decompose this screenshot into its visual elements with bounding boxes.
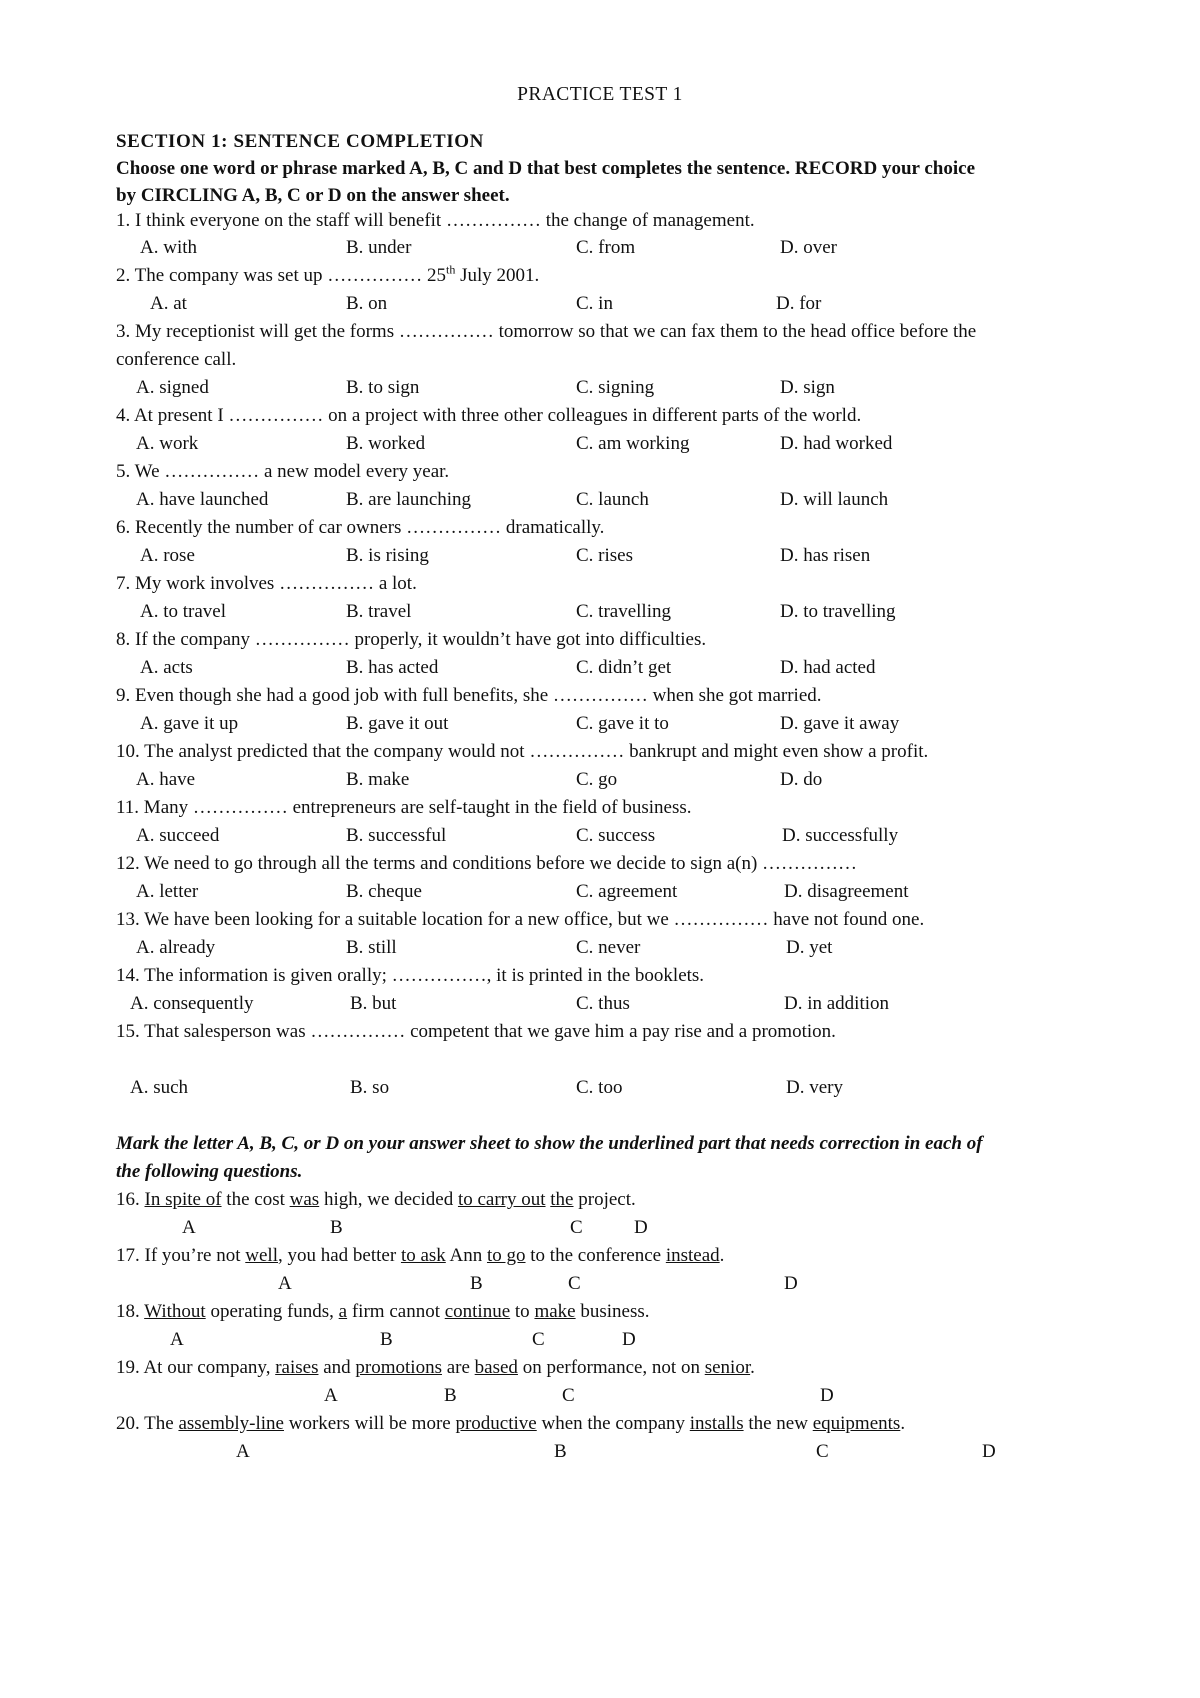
question-19-sentence: 19. At our company, raises and promotions are based on performance, not on senior. [116, 1357, 755, 1378]
question-2-option-c: C. in [576, 293, 613, 314]
question-5-stem: 5. We …………… a new model every year. [116, 461, 450, 482]
question-5-option-a: A. have launched [136, 489, 269, 510]
section-1-instruction-line-2: by CIRCLING A, B, C or D on the answer sheet. [116, 185, 510, 206]
question-19-letter-c: C [562, 1385, 575, 1406]
question-7-option-a: A. to travel [140, 601, 227, 622]
underlined-part-a: raises [275, 1357, 319, 1378]
question-12-stem: 12. We need to go through all the terms and conditions before we decide to sign a(n) …………… [116, 853, 858, 874]
question-4-option-d: D. had worked [780, 433, 893, 454]
question-11-option-a: A. succeed [136, 825, 220, 846]
question-8-option-c: C. didn’t get [576, 657, 672, 678]
question-1-option-a: A. with [140, 237, 197, 258]
question-13-option-d: D. yet [786, 937, 833, 958]
underlined-part-c: to carry out [457, 1189, 546, 1210]
question-20-letter-b: B [554, 1441, 567, 1462]
question-4-stem: 4. At present I …………… on a project with three other colleagues in different parts of the world. [116, 405, 862, 426]
question-10-option-b: B. make [346, 769, 410, 790]
question-15-option-d: D. very [786, 1077, 843, 1098]
question-14-option-a: A. consequently [130, 993, 254, 1014]
question-9-stem: 9. Even though she had a good job with full benefits, she …………… when she got married. [116, 685, 822, 706]
question-9-option-b: B. gave it out [346, 713, 449, 734]
underlined-part-b: was [289, 1189, 320, 1210]
question-2-stem: 2. The company was set up …………… 25th July 2001. [116, 262, 540, 286]
question-5-option-c: C. launch [576, 489, 649, 510]
underlined-part-a: assembly-line [178, 1413, 284, 1434]
underlined-part-c: installs [689, 1413, 744, 1434]
question-15-option-a: A. such [130, 1077, 189, 1098]
underlined-part-a: Without [144, 1301, 206, 1322]
question-15-option-b: B. so [350, 1077, 390, 1098]
question-20-letter-a: A [236, 1441, 250, 1462]
question-12-option-d: D. disagreement [784, 881, 909, 902]
question-3-stem: 3. My receptionist will get the forms …………… tomorrow so that we can fax them to the head office before the [116, 321, 977, 342]
question-16-letter-d: D [634, 1217, 648, 1238]
question-1-stem: 1. I think everyone on the staff will benefit …………… the change of management. [116, 210, 755, 231]
question-16-letter-b: B [330, 1217, 343, 1238]
question-10-option-a: A. have [136, 769, 196, 790]
question-1-option-d: D. over [780, 237, 837, 258]
section-2-instruction-line-1: Mark the letter A, B, C, or D on your answer sheet to show the underlined part that needs correction in each of [116, 1133, 983, 1154]
underlined-part-a: In spite of [144, 1189, 222, 1210]
question-1-option-c: C. from [576, 237, 636, 258]
underlined-part-b: a [338, 1301, 348, 1322]
question-13-option-b: B. still [346, 937, 397, 958]
question-6-option-a: A. rose [140, 545, 195, 566]
question-18-letter-b: B [380, 1329, 393, 1350]
question-8-stem: 8. If the company …………… properly, it wouldn’t have got into difficulties. [116, 629, 707, 650]
question-6-option-b: B. is rising [346, 545, 429, 566]
underlined-part-a: well [245, 1245, 278, 1266]
question-3-option-d: D. sign [780, 377, 835, 398]
question-17-letter-a: A [278, 1273, 292, 1294]
question-6-option-c: C. rises [576, 545, 633, 566]
question-7-option-d: D. to travelling [780, 601, 896, 622]
question-11-stem: 11. Many …………… entrepreneurs are self-taught in the field of business. [116, 797, 692, 818]
question-10-option-d: D. do [780, 769, 823, 790]
question-4-option-b: B. worked [346, 433, 426, 454]
question-16-sentence: 16. In spite of the cost was high, we decided to carry out the project. [116, 1189, 636, 1210]
question-11-option-d: D. successfully [782, 825, 899, 846]
question-13-option-a: A. already [136, 937, 216, 958]
section-1-instruction-line-1: Choose one word or phrase marked A, B, C and D that best completes the sentence. RECORD your choice [116, 158, 976, 179]
section-1-heading: SECTION 1: SENTENCE COMPLETION [116, 131, 484, 152]
underlined-part-c: to go [486, 1245, 526, 1266]
question-9-option-a: A. gave it up [140, 713, 239, 734]
underlined-part-d: equipments [812, 1413, 901, 1434]
question-6-option-d: D. has risen [780, 545, 871, 566]
question-4-option-a: A. work [136, 433, 199, 454]
question-15-option-c: C. too [576, 1077, 623, 1098]
underlined-part-b: to ask [400, 1245, 446, 1266]
question-19-letter-a: A [324, 1385, 338, 1406]
question-7-stem: 7. My work involves …………… a lot. [116, 573, 417, 594]
question-18-letter-a: A [170, 1329, 184, 1350]
question-7-option-b: B. travel [346, 601, 412, 622]
question-19-letter-d: D [820, 1385, 834, 1406]
question-14-option-b: B. but [350, 993, 397, 1014]
question-9-option-c: C. gave it to [576, 713, 669, 734]
question-2-option-a: A. at [150, 293, 187, 314]
question-4-option-c: C. am working [576, 433, 690, 454]
question-3-option-a: A. signed [136, 377, 209, 398]
question-20-letter-d: D [982, 1441, 996, 1462]
question-8-option-d: D. had acted [780, 657, 876, 678]
question-20-sentence: 20. The assembly-line workers will be more productive when the company installs the new equipments. [116, 1413, 906, 1434]
question-5-option-d: D. will launch [780, 489, 889, 510]
underlined-part-c: continue [444, 1301, 511, 1322]
question-14-option-d: D. in addition [784, 993, 890, 1014]
question-9-option-d: D. gave it away [780, 713, 900, 734]
underlined-part-d: make [534, 1301, 576, 1322]
question-16-letter-c: C [570, 1217, 583, 1238]
page-title: PRACTICE TEST 1 [517, 84, 683, 105]
question-3-stem-continued: conference call. [116, 349, 237, 370]
question-1-option-b: B. under [346, 237, 412, 258]
underlined-part-d: senior [704, 1357, 751, 1378]
question-19-letter-b: B [444, 1385, 457, 1406]
underlined-part-d: the [550, 1189, 574, 1210]
underlined-part-b: promotions [355, 1357, 442, 1378]
question-14-option-c: C. thus [576, 993, 630, 1014]
question-17-sentence: 17. If you’re not well, you had better to ask Ann to go to the conference instead. [116, 1245, 725, 1266]
question-17-letter-b: B [470, 1273, 483, 1294]
question-17-letter-d: D [784, 1273, 798, 1294]
question-13-stem: 13. We have been looking for a suitable location for a new office, but we …………… have not found one. [116, 909, 925, 930]
question-6-stem: 6. Recently the number of car owners …………… dramatically. [116, 517, 605, 538]
question-12-option-c: C. agreement [576, 881, 678, 902]
question-5-option-b: B. are launching [346, 489, 472, 510]
underlined-part-b: productive [455, 1413, 537, 1434]
question-10-option-c: C. go [576, 769, 618, 790]
question-11-option-c: C. success [576, 825, 656, 846]
question-8-option-b: B. has acted [346, 657, 439, 678]
question-15-stem: 15. That salesperson was …………… competent that we gave him a pay rise and a promotion. [116, 1021, 836, 1042]
section-2-instruction-line-2: the following questions. [116, 1161, 303, 1182]
question-7-option-c: C. travelling [576, 601, 671, 622]
question-8-option-a: A. acts [140, 657, 193, 678]
question-12-option-b: B. cheque [346, 881, 422, 902]
underlined-part-c: based [474, 1357, 518, 1378]
question-3-option-c: C. signing [576, 377, 655, 398]
question-17-letter-c: C [568, 1273, 581, 1294]
question-16-letter-a: A [182, 1217, 196, 1238]
question-18-letter-c: C [532, 1329, 545, 1350]
ordinal-superscript: th [446, 262, 456, 277]
question-3-option-b: B. to sign [346, 377, 420, 398]
question-18-sentence: 18. Without operating funds, a firm cannot continue to make business. [116, 1301, 650, 1322]
question-12-option-a: A. letter [136, 881, 199, 902]
question-18-letter-d: D [622, 1329, 636, 1350]
question-11-option-b: B. successful [346, 825, 447, 846]
underlined-part-d: instead [665, 1245, 720, 1266]
question-2-option-d: D. for [776, 293, 822, 314]
question-2-option-b: B. on [346, 293, 388, 314]
question-13-option-c: C. never [576, 937, 641, 958]
question-14-stem: 14. The information is given orally; ……………, it is printed in the booklets. [116, 965, 705, 986]
question-10-stem: 10. The analyst predicted that the company would not …………… bankrupt and might even show a profit. [116, 741, 929, 762]
question-20-letter-c: C [816, 1441, 829, 1462]
